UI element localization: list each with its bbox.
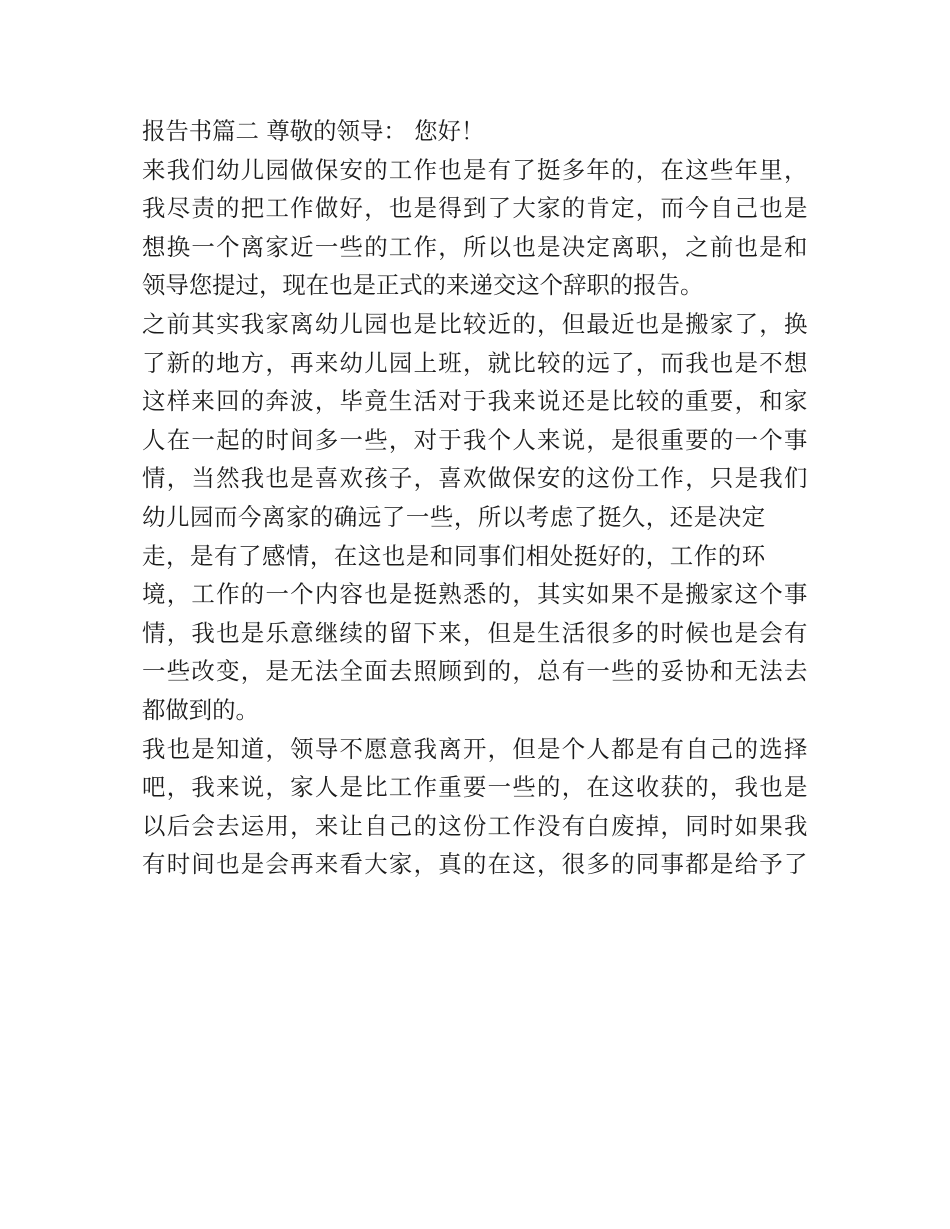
text-line: 领导您提过，现在也是正式的来递交这个辞职的报告。 [142,271,704,300]
text-line: 情，我也是乐意继续的留下来，但是生活很多的时候也是会有 [142,618,809,647]
text-line: 想换一个离家近一些的工作，所以也是决定离职，之前也是和 [142,232,809,261]
text-line: 都做到的。 [142,695,259,724]
text-line: 吧，我来说，家人是比工作重要一些的，在这收获的，我也是 [142,773,809,802]
text-line: 幼儿园而今离家的确远了一些，所以考虑了挺久，还是决定 [142,502,766,531]
text-line: 有时间也是会再来看大家，真的在这，很多的同事都是给予了 [142,850,809,879]
text-line: 情，当然我也是喜欢孩子，喜欢做保安的这份工作，只是我们 [142,464,809,493]
heading-line: 报告书篇二 尊敬的领导： 您好！ [142,117,485,145]
text-line: 来我们幼儿园做保安的工作也是有了挺多年的，在这些年里， [142,155,809,184]
text-line: 这样来回的奔波，毕竟生活对于我来说还是比较的重要，和家 [142,387,809,416]
text-line: 走，是有了感情，在这也是和同事们相处挺好的，工作的环 [142,541,766,570]
text-line: 以后会去运用，来让自己的这份工作没有白废掉，同时如果我 [142,811,809,840]
text-line: 我尽责的把工作做好，也是得到了大家的肯定，而今自己也是 [142,194,809,223]
text-line: 人在一起的时间多一些，对于我个人来说，是很重要的一个事 [142,425,809,454]
document-body [142,112,832,884]
text-line: 之前其实我家离幼儿园也是比较近的，但最近也是搬家了，换 [142,309,809,338]
text-line: 境，工作的一个内容也是挺熟悉的，其实如果不是搬家这个事 [142,580,809,609]
text-line: 我也是知道，领导不愿意我离开，但是个人都是有自己的选择 [142,734,809,763]
text-line: 了新的地方，再来幼儿园上班，就比较的远了，而我也是不想 [142,348,809,377]
text-line: 一些改变，是无法全面去照顾到的，总有一些的妥协和无法去 [142,657,809,686]
